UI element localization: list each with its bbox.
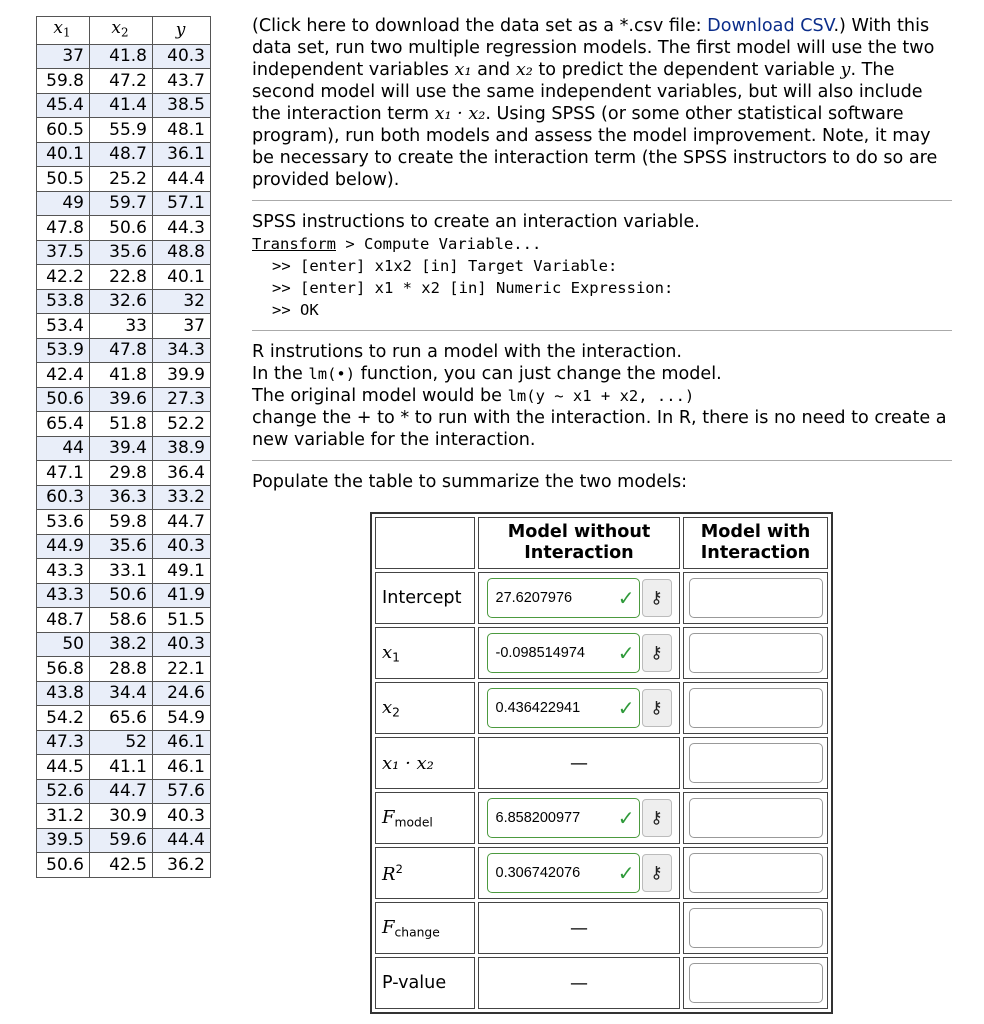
table-cell: 50.6: [90, 216, 153, 241]
table-cell: 57.1: [153, 191, 211, 216]
table-cell: 39.9: [153, 363, 211, 388]
table-cell: 53.4: [37, 314, 90, 339]
table-cell: 59.8: [90, 510, 153, 535]
table-cell: 42.2: [37, 265, 90, 290]
table-cell: 36.3: [90, 485, 153, 510]
fmodel-with-input[interactable]: [689, 798, 823, 838]
table-cell: 37: [37, 44, 90, 69]
table-cell: 48.7: [37, 608, 90, 633]
table-cell: 38.2: [90, 632, 153, 657]
col-header-without: Model without Interaction: [478, 517, 680, 569]
table-row: [37, 216, 211, 241]
table-row: [37, 583, 211, 608]
table-cell: 41.1: [90, 755, 153, 780]
table-cell: 24.6: [153, 681, 211, 706]
key-icon[interactable]: ⚷: [642, 854, 672, 892]
data-table: [36, 16, 211, 878]
row-fmodel: [375, 792, 828, 844]
table-cell: 53.9: [37, 338, 90, 363]
table-cell: 33.1: [90, 559, 153, 584]
r-line-change: change the + to * to run with the interaction. In R, there is no need to create a new variable for the interaction.: [252, 408, 947, 450]
row-label-intercept: Intercept: [375, 572, 475, 624]
table-row: [37, 559, 211, 584]
divider: [252, 200, 952, 201]
table-cell: 44.5: [37, 755, 90, 780]
row-x2: [375, 682, 828, 734]
table-cell: 40.1: [37, 142, 90, 167]
table-cell: 46.1: [153, 755, 211, 780]
table-cell: 50.6: [37, 853, 90, 878]
table-row: [37, 804, 211, 829]
x2-answer-field[interactable]: 0.436422941 ✓: [487, 688, 640, 728]
table-cell: 47.1: [37, 461, 90, 486]
data-table-header-row: [37, 17, 211, 45]
table-cell: 56.8: [37, 657, 90, 682]
table-cell: 37.5: [37, 240, 90, 265]
pvalue-without-dash: —: [478, 957, 680, 1009]
table-cell: 35.6: [90, 240, 153, 265]
table-cell: 50.5: [37, 167, 90, 192]
table-cell: 60.3: [37, 485, 90, 510]
table-cell: 59.6: [90, 828, 153, 853]
table-cell: 22.8: [90, 265, 153, 290]
row-label-fchange: $F_{change}$: [375, 902, 475, 954]
table-row: [37, 167, 211, 192]
table-cell: 60.5: [37, 118, 90, 143]
row-x1x2: [375, 737, 828, 789]
table-cell: 51.5: [153, 608, 211, 633]
r2-with-input[interactable]: [689, 853, 823, 893]
table-cell: 53.6: [37, 510, 90, 535]
table-cell: 32.6: [90, 289, 153, 314]
row-label-fmodel: $F_{model}$: [375, 792, 475, 844]
table-cell: 40.3: [153, 632, 211, 657]
table-cell: 52: [90, 730, 153, 755]
table-cell: 38.9: [153, 436, 211, 461]
table-cell: 42.4: [37, 363, 90, 388]
table-row: [37, 240, 211, 265]
divider: [252, 460, 952, 461]
table-cell: 48.7: [90, 142, 153, 167]
intercept-answer-field[interactable]: 27.6207976 ✓: [487, 578, 640, 618]
table-cell: 65.4: [37, 412, 90, 437]
table-cell: 50: [37, 632, 90, 657]
spss-step-expression: >> [enter] x1 * x2 [in] Numeric Expression:: [272, 279, 674, 297]
table-cell: 55.9: [90, 118, 153, 143]
x2-with-input[interactable]: [689, 688, 823, 728]
table-row: [37, 142, 211, 167]
row-intercept: [375, 572, 828, 624]
table-row: [37, 828, 211, 853]
download-csv-link[interactable]: Download CSV: [707, 16, 834, 36]
key-icon[interactable]: ⚷: [642, 799, 672, 837]
table-cell: 49.1: [153, 559, 211, 584]
row-pvalue: [375, 957, 828, 1009]
table-row: [37, 461, 211, 486]
intro-paragraph: (Click here to download the data set as a *.csv file: Download CSV.) With this data set, run two multiple regression models. The first model will use the two independent variables x₁ and x₂ to predict the dependent variable y. The second model will use the same independent variables, but will also include the interaction term x₁ · x₂. Using SPSS (or some other statistical software program), run both models and assess the model improvement. Note, it may be necessary to create the interaction term (the SPSS instructors to do so are provided below).: [252, 16, 938, 190]
row-label-x1x2: x₁ · x₂: [375, 737, 475, 789]
spss-menu-path: Transform > Compute Variable...: [252, 235, 542, 253]
table-cell: 28.8: [90, 657, 153, 682]
table-cell: 30.9: [90, 804, 153, 829]
table-cell: 36.1: [153, 142, 211, 167]
table-cell: 33: [90, 314, 153, 339]
table-cell: 40.3: [153, 44, 211, 69]
table-row: [37, 289, 211, 314]
key-icon[interactable]: ⚷: [642, 579, 672, 617]
intercept-with-input[interactable]: [689, 578, 823, 618]
row-x1: [375, 627, 828, 679]
r2-answer-field[interactable]: 0.306742076 ✓: [487, 853, 640, 893]
table-cell: 44.4: [153, 167, 211, 192]
table-row: [37, 118, 211, 143]
check-icon: ✓: [617, 643, 635, 665]
x1-answer-field[interactable]: -0.098514974 ✓: [487, 633, 640, 673]
table-cell: 44.4: [153, 828, 211, 853]
table-row: [37, 436, 211, 461]
table-row: [37, 755, 211, 780]
r-instructions: [252, 341, 952, 451]
table-cell: 29.8: [90, 461, 153, 486]
check-icon: ✓: [617, 588, 635, 610]
table-cell: 53.8: [37, 289, 90, 314]
table-cell: 22.1: [153, 657, 211, 682]
summary-corner: [375, 517, 475, 569]
table-cell: 44.3: [153, 216, 211, 241]
table-row: [37, 363, 211, 388]
table-cell: 43.3: [37, 559, 90, 584]
spss-step-target: >> [enter] x1x2 [in] Target Variable:: [272, 257, 618, 275]
table-row: [37, 338, 211, 363]
row-label-x2: $x_2$: [375, 682, 475, 734]
header-y: y: [153, 17, 211, 45]
table-cell: 27.3: [153, 387, 211, 412]
row-label-x1: $x_1$: [375, 627, 475, 679]
table-cell: 41.4: [90, 93, 153, 118]
table-cell: 35.6: [90, 534, 153, 559]
table-row: [37, 706, 211, 731]
table-cell: 39.4: [90, 436, 153, 461]
x1x2-with-input[interactable]: [689, 743, 823, 783]
table-cell: 41.8: [90, 44, 153, 69]
pvalue-with-input[interactable]: [689, 963, 823, 1003]
table-cell: 36.2: [153, 853, 211, 878]
table-cell: 59.8: [37, 69, 90, 94]
table-row: [37, 730, 211, 755]
table-row: [37, 510, 211, 535]
table-row: [37, 265, 211, 290]
header-x2: $x_2$: [90, 17, 153, 45]
table-cell: 31.2: [37, 804, 90, 829]
spss-instructions: [252, 211, 952, 321]
table-cell: 40.3: [153, 804, 211, 829]
table-cell: 54.2: [37, 706, 90, 731]
table-cell: 40.1: [153, 265, 211, 290]
table-row: [37, 93, 211, 118]
spss-step-ok: >> OK: [272, 301, 319, 319]
table-cell: 44.9: [37, 534, 90, 559]
table-cell: 65.6: [90, 706, 153, 731]
spss-heading: SPSS instructions to create an interaction variable.: [252, 212, 700, 232]
col-header-with: Model with Interaction: [683, 517, 828, 569]
table-cell: 42.5: [90, 853, 153, 878]
table-cell: 40.3: [153, 534, 211, 559]
check-icon: ✓: [617, 808, 635, 830]
fchange-without-dash: —: [478, 902, 680, 954]
table-row: [37, 534, 211, 559]
table-cell: 47.8: [90, 338, 153, 363]
table-cell: 48.8: [153, 240, 211, 265]
r-line-lm: In the lm(•) function, you can just change the model.: [252, 364, 722, 384]
table-row: [37, 314, 211, 339]
x1-with-input[interactable]: [689, 633, 823, 673]
table-cell: 44: [37, 436, 90, 461]
table-cell: 34.4: [90, 681, 153, 706]
fmodel-answer-field[interactable]: 6.858200977 ✓: [487, 798, 640, 838]
table-cell: 46.1: [153, 730, 211, 755]
table-cell: 50.6: [37, 387, 90, 412]
table-cell: 41.9: [153, 583, 211, 608]
key-icon[interactable]: ⚷: [642, 689, 672, 727]
row-fchange: [375, 902, 828, 954]
table-cell: 25.2: [90, 167, 153, 192]
table-cell: 32: [153, 289, 211, 314]
row-label-pvalue: P-value: [375, 957, 475, 1009]
table-cell: 45.4: [37, 93, 90, 118]
table-cell: 50.6: [90, 583, 153, 608]
summary-header-row: [375, 517, 828, 569]
question-content: [252, 15, 952, 493]
table-cell: 44.7: [153, 510, 211, 535]
table-row: [37, 412, 211, 437]
table-cell: 41.8: [90, 363, 153, 388]
check-icon: ✓: [617, 698, 635, 720]
row-label-r2: $R^2$: [375, 847, 475, 899]
table-cell: 34.3: [153, 338, 211, 363]
row-r2: [375, 847, 828, 899]
table-cell: 52.6: [37, 779, 90, 804]
table-cell: 39.5: [37, 828, 90, 853]
table-cell: 58.6: [90, 608, 153, 633]
table-cell: 47.3: [37, 730, 90, 755]
table-cell: 51.8: [90, 412, 153, 437]
table-row: [37, 387, 211, 412]
table-cell: 59.7: [90, 191, 153, 216]
summary-prompt: Populate the table to summarize the two models:: [252, 472, 688, 492]
table-cell: 43.7: [153, 69, 211, 94]
table-cell: 57.6: [153, 779, 211, 804]
table-row: [37, 853, 211, 878]
header-x1: $x_1$: [37, 17, 90, 45]
table-row: [37, 657, 211, 682]
table-cell: 33.2: [153, 485, 211, 510]
table-cell: 39.6: [90, 387, 153, 412]
table-cell: 49: [37, 191, 90, 216]
r-line-original: The original model would be lm(y ~ x1 + x2, ...): [252, 386, 695, 406]
check-icon: ✓: [617, 863, 635, 885]
key-icon[interactable]: ⚷: [642, 634, 672, 672]
table-row: [37, 69, 211, 94]
table-row: [37, 608, 211, 633]
table-cell: 36.4: [153, 461, 211, 486]
table-cell: 44.7: [90, 779, 153, 804]
table-cell: 47.8: [37, 216, 90, 241]
r-heading: R instrutions to run a model with the interaction.: [252, 342, 683, 362]
table-cell: 43.8: [37, 681, 90, 706]
table-row: [37, 44, 211, 69]
table-cell: 47.2: [90, 69, 153, 94]
table-row: [37, 779, 211, 804]
x1x2-without-dash: —: [478, 737, 680, 789]
summary-table: [370, 512, 833, 1014]
table-cell: 37: [153, 314, 211, 339]
table-cell: 38.5: [153, 93, 211, 118]
table-cell: 48.1: [153, 118, 211, 143]
table-row: [37, 485, 211, 510]
table-row: [37, 632, 211, 657]
table-row: [37, 681, 211, 706]
divider: [252, 330, 952, 331]
table-row: [37, 191, 211, 216]
table-cell: 54.9: [153, 706, 211, 731]
table-cell: 43.3: [37, 583, 90, 608]
table-cell: 52.2: [153, 412, 211, 437]
fchange-with-input[interactable]: [689, 908, 823, 948]
